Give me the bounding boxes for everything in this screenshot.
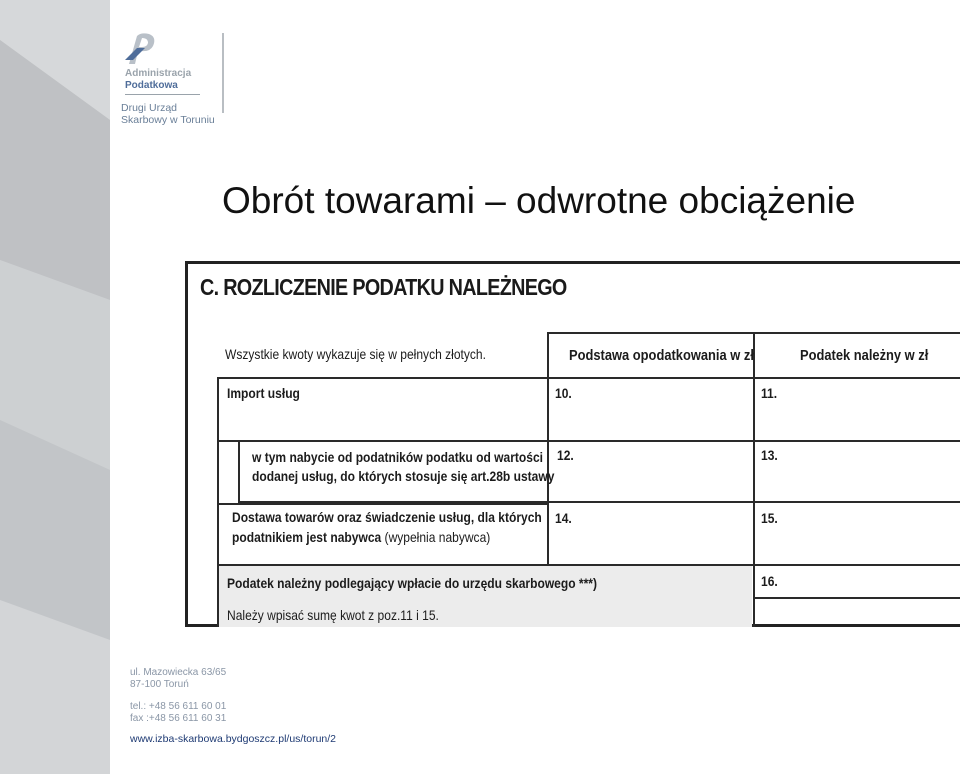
logo-text (125, 68, 191, 92)
field-10-number: 10. (555, 385, 572, 401)
field-16-number: 16. (761, 573, 778, 589)
logo-mark-icon (123, 30, 159, 66)
row4-note: Należy wpisać sumę kwot z poz.11 i 15. (227, 607, 439, 623)
footer-gap (130, 691, 336, 701)
office-line1: Drugi Urząd (121, 102, 178, 114)
field-12-number: 12. (557, 447, 574, 463)
row1-label: Import usług (227, 385, 300, 401)
row3-label-line1: Dostawa towarów oraz świadczenie usług, dla których (232, 509, 542, 525)
grid-line (547, 332, 549, 566)
field-11-number: 11. (761, 385, 778, 401)
footer-address1: ul. Mazowiecka 63/65 (130, 667, 227, 678)
footer-tel: tel.: +48 56 611 60 01 (130, 701, 227, 712)
row3-label-rest: (wypełnia nabywca) (381, 529, 491, 545)
row4-label: Podatek należny podlegający wpłacie do urzędu skarbowego ***) (227, 575, 598, 591)
footer-url-link[interactable]: www.izba-skarbowa.bydgoszcz.pl/us/torun/2 (130, 733, 337, 745)
row2-label-line1: w tym nabycie od podatników podatku od wartości (252, 449, 544, 465)
logo-line2: Podatkowa (125, 80, 178, 91)
grid-line (217, 440, 960, 442)
footer-fax: fax :+48 56 611 60 31 (130, 713, 227, 724)
footer-address2: 87-100 Toruń (130, 679, 189, 690)
grid-line (217, 377, 960, 379)
column-header-base: Podstawa opodatkowania w zł (569, 347, 754, 364)
field-15-number: 15. (761, 510, 778, 526)
side-band-pattern (0, 0, 110, 774)
row3-label-bold: podatnikiem jest nabywca (232, 529, 382, 545)
side-band (0, 0, 110, 774)
footer-contact (130, 667, 336, 745)
field-14-number: 14. (555, 510, 572, 526)
grid-line (217, 503, 547, 505)
grid-line (753, 597, 960, 599)
grid-line (753, 332, 755, 627)
field-13-number: 13. (761, 447, 778, 463)
row3-label-line2 (232, 529, 490, 545)
office-name (121, 102, 215, 126)
grid-line (238, 440, 240, 503)
logo-line1: Administracja (125, 68, 192, 79)
office-line2: Skarbowy w Toruniu (121, 114, 215, 126)
logo-rule (125, 94, 200, 95)
grid-line (217, 377, 219, 627)
page-title: Obrót towarami – odwrotne obciążenie (222, 180, 856, 221)
form-section-title: C. ROZLICZENIE PODATKU NALEŻNEGO (200, 274, 567, 300)
tax-form-excerpt (185, 261, 960, 627)
amounts-note: Wszystkie kwoty wykazuje się w pełnych złotych. (225, 346, 486, 362)
grid-line (217, 564, 960, 566)
row2-label-line2: dodanej usług, do których stosuje się art.28b ustawy (252, 468, 555, 484)
column-header-tax: Podatek należny w zł (800, 347, 929, 364)
header-divider (222, 33, 224, 113)
